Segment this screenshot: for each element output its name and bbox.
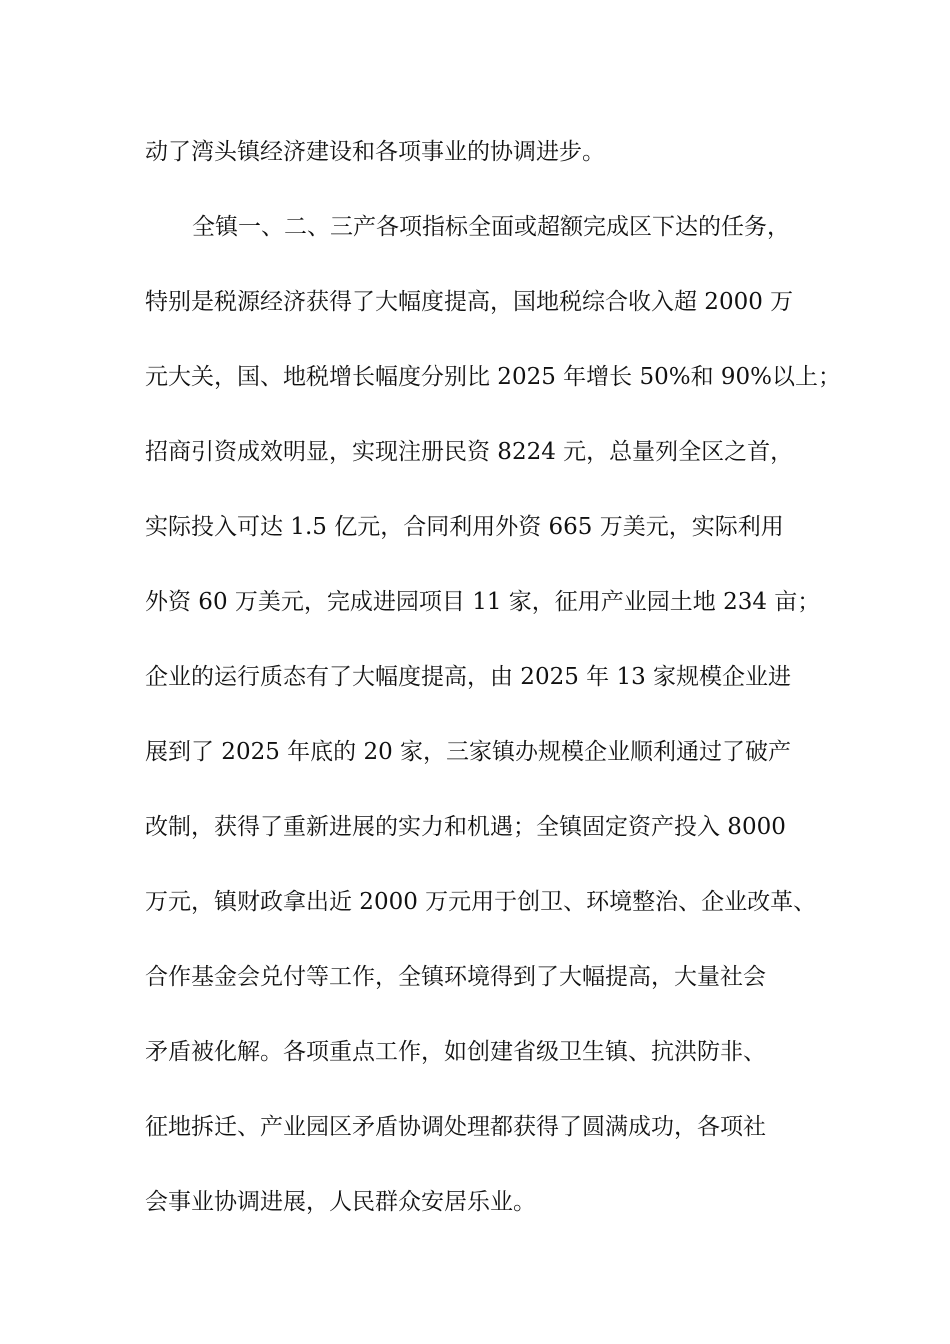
paragraph-first-line: 全镇一、二、三产各项指标全面或超额完成区下达的任务， — [192, 214, 790, 240]
text-line: 外资 60 万美元，完成进园项目 11 家，征用产业园土地 234 亩； — [145, 589, 821, 615]
text-line: 会事业协调进展，人民群众安居乐业。 — [145, 1189, 536, 1215]
text-line: 征地拆迁、产业园区矛盾协调处理都获得了圆满成功，各项社 — [145, 1114, 766, 1140]
text-line: 展到了 2025 年底的 20 家，三家镇办规模企业顺利通过了破产 — [145, 739, 792, 765]
text-line: 合作基金会兑付等工作，全镇环境得到了大幅提高，大量社会 — [145, 964, 766, 990]
text-line: 特别是税源经济获得了大幅度提高，国地税综合收入超 2000 万 — [145, 289, 794, 315]
text-line: 元大关，国、地税增长幅度分别比 2025 年增长 50%和 90%以上； — [145, 364, 842, 390]
text-line: 企业的运行质态有了大幅度提高，由 2025 年 13 家规模企业进 — [145, 664, 792, 690]
body-text — [145, 130, 842, 1255]
text-line: 动了湾头镇经济建设和各项事业的协调进步。 — [145, 139, 605, 165]
text-line: 矛盾被化解。各项重点工作，如创建省级卫生镇、抗洪防非、 — [145, 1039, 766, 1065]
text-line: 改制，获得了重新进展的实力和机遇；全镇固定资产投入 8000 — [145, 814, 786, 840]
text-line: 招商引资成效明显，实现注册民资 8224 元，总量列全区之首， — [145, 439, 794, 465]
text-line: 实际投入可达 1.5 亿元，合同利用外资 665 万美元，实际利用 — [145, 514, 784, 540]
text-line: 万元，镇财政拿出近 2000 万元用于创卫、环境整治、企业改革、 — [145, 889, 817, 915]
